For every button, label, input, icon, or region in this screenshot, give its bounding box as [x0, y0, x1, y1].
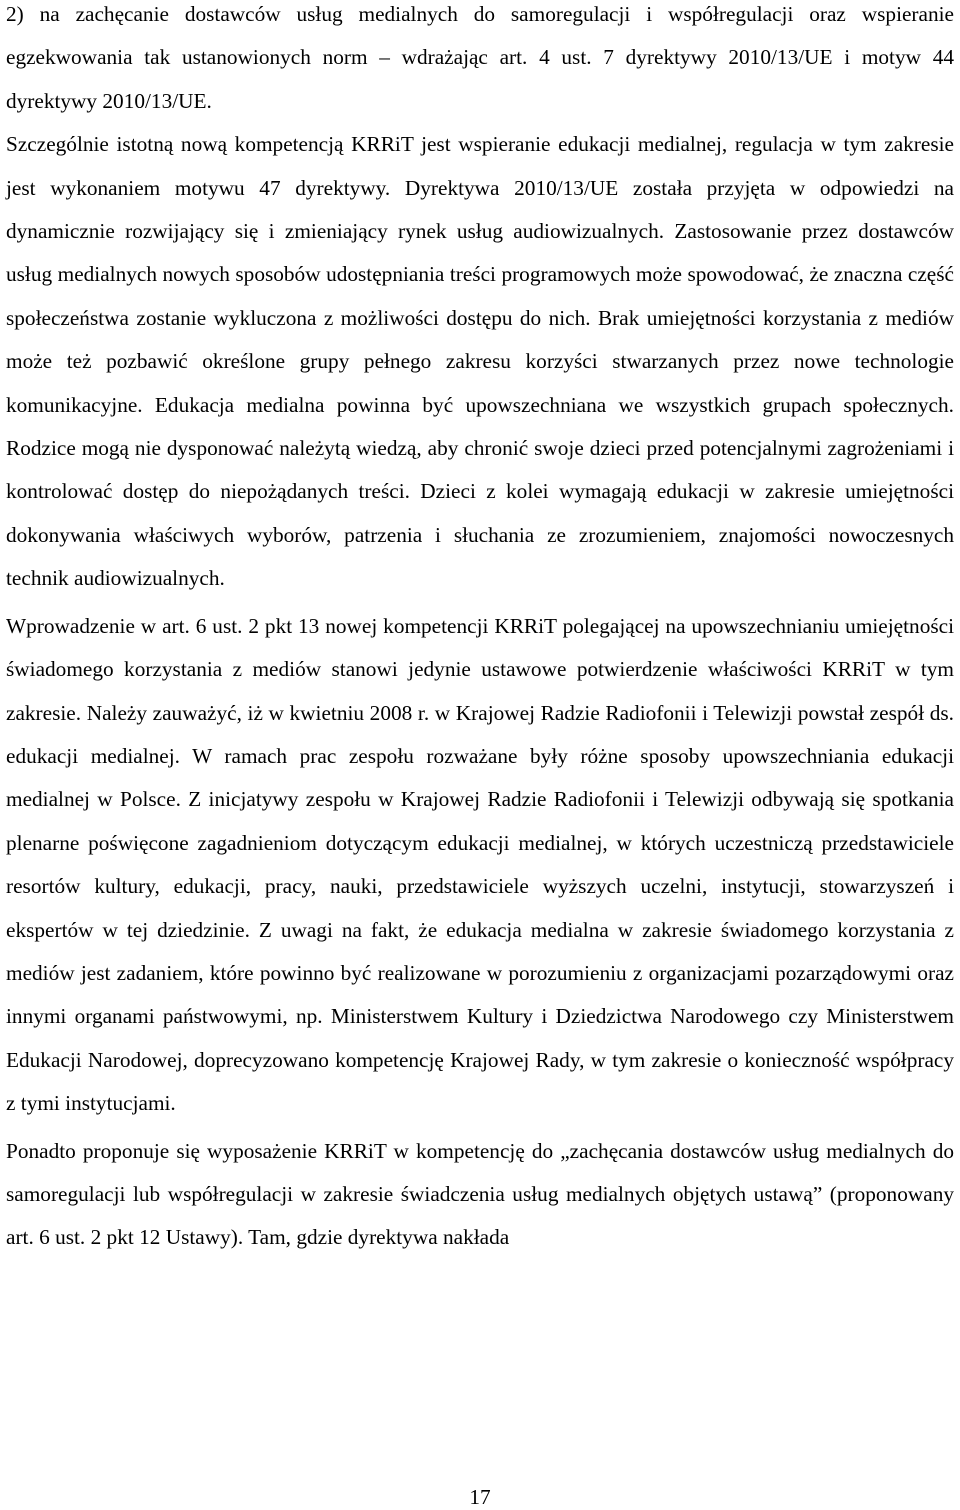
paragraph-list-item-2: 2) na zachęcanie dostawców usług medialnych do samoregulacji i współregulacji oraz wspieranie egzekwowania tak ustanowionych norm – wdrażając art. 4 ust. 7 dyrektywy 2010/13/UE i motyw 44 dyrektywy 2010/13/UE.	[6, 2, 954, 113]
paragraph-self-regulation: Ponadto proponuje się wyposażenie KRRiT w kompetencję do „zachęcania dostawców usług medialnych do samoregulacji lub współregulacji w zakresie świadczenia usług medialnych objętych ustawą” (proponowany art. 6 ust. 2 pkt 12 Ustawy). Tam, gdzie dyrektywa nakłada	[6, 1138, 954, 1250]
paragraph-art-6-competence: Wprowadzenie w art. 6 ust. 2 pkt 13 nowej kompetencji KRRiT polegającej na upowszechnianiu umiejętności świadomego korzystania z mediów stanowi jedynie ustawowe potwierdzenie właściwości KRRiT w tym zakresie. Należy zauważyć, iż w kwietniu 2008 r. w Krajowej Radzie Radiofonii i Telewizji powstał zespół ds. edukacji medialnej. W ramach prac zespołu rozważane były różne sposoby upowszechniania edukacji medialnej w Polsce. Z inicjatywy zespołu w Krajowej Radzie Radiofonii i Telewizji odbywają się spotkania plenarne poświęcone zagadnieniom dotyczącym edukacji medialnej, w których uczestniczą przedstawiciele resortów kultury, edukacji, pracy, nauki, przedstawiciele wyższych uczelni, instytucji, stowarzyszeń i ekspertów w tej dziedzinie. Z uwagi na fakt, że edukacja medialna w zakresie świadomego korzystania z mediów jest zadaniem, które powinno być realizowane w porozumieniu z organizacjami pozarządowymi oraz innymi organami państwowymi, np. Ministerstwem Kultury i Dziedzictwa Narodowego czy Ministerstwem Edukacji Narodowej, doprecyzowano kompetencję Krajowej Rady, w tym zakresie o konieczność współpracy z tymi instytucjami.	[6, 613, 954, 1116]
document-body	[6, 0, 954, 1260]
paragraph-media-education: Szczególnie istotną nową kompetencją KRRiT jest wspieranie edukacji medialnej, regulacja w tym zakresie jest wykonaniem motywu 47 dyrektywy. Dyrektywa 2010/13/UE została przyjęta w odpowiedzi na dynamicznie rozwijający się i zmieniający rynek usług audiowizualnych. Zastosowanie przez dostawców usług medialnych nowych sposobów udostępniania treści programowych może spowodować, że znaczna część społeczeństwa zostanie wykluczona z możliwości dostępu do nich. Brak umiejętności korzystania z mediów może też pozbawić określone grupy pełnego zakresu korzyści stwarzanych przez nowe technologie komunikacyjne. Edukacja medialna powinna być upowszechniana we wszystkich grupach społecznych. Rodzice mogą nie dysponować należytą wiedzą, aby chronić swoje dzieci przed potencjalnymi zagrożeniami i kontrolować dostęp do niepożądanych treści. Dzieci z kolei wymagają edukacji w zakresie umiejętności dokonywania właściwych wyborów, patrzenia i słuchania ze zrozumieniem, znajomości nowoczesnych technik audiowizualnych.	[6, 132, 954, 591]
page-number: 17	[469, 1485, 491, 1509]
